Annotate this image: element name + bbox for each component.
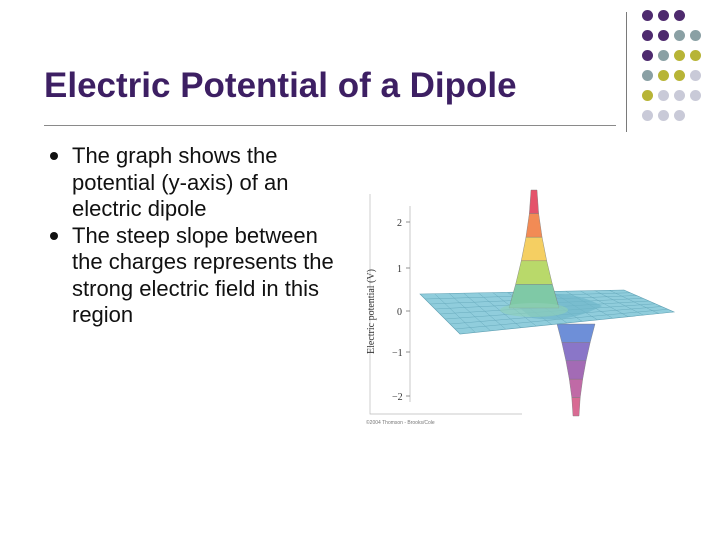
- decor-dot: [658, 50, 669, 61]
- decor-dot: [690, 50, 701, 61]
- bullet-list: [48, 143, 348, 329]
- z-tick-label: 1: [397, 264, 402, 275]
- decorative-dot-grid: [628, 10, 720, 135]
- trough-band: [557, 324, 595, 342]
- decor-dot: [674, 50, 685, 61]
- figure-credit: ©2004 Thomson - Brooks/Cole: [366, 420, 435, 426]
- decor-dot: [642, 110, 653, 121]
- decor-dot: [674, 30, 685, 41]
- decor-dot: [658, 10, 669, 21]
- decor-dot: [674, 110, 685, 121]
- decor-dot: [690, 30, 701, 41]
- peak-band: [521, 237, 546, 261]
- z-axis-label: Electric potential (V): [366, 269, 377, 354]
- bullet-dot-icon: [50, 152, 58, 160]
- decor-dot: [642, 70, 653, 81]
- peak-band: [526, 214, 542, 238]
- dipole-potential-figure: [362, 184, 720, 430]
- decor-dot: [658, 30, 669, 41]
- decor-dot: [658, 70, 669, 81]
- peak-base: [500, 303, 568, 317]
- z-tick-label: −2: [392, 392, 403, 403]
- trough-band: [566, 361, 586, 379]
- dipole-surface-plot: [362, 184, 720, 430]
- decor-dot: [658, 90, 669, 101]
- bullet-item: [48, 143, 348, 223]
- peak-band: [529, 190, 538, 214]
- decor-dot: [642, 30, 653, 41]
- decor-dot: [674, 70, 685, 81]
- trough-band: [569, 379, 582, 397]
- decor-dot: [658, 110, 669, 121]
- decor-dot: [674, 90, 685, 101]
- trough-band: [572, 398, 580, 416]
- decor-dot: [642, 50, 653, 61]
- bullet-item: [48, 223, 348, 329]
- z-tick-label: 2: [397, 218, 402, 229]
- slide-title: Electric Potential of a Dipole: [44, 66, 517, 105]
- z-tick-label: −1: [392, 348, 403, 359]
- decor-dot: [690, 90, 701, 101]
- title-divider: [44, 125, 616, 126]
- potential-trough: [557, 324, 595, 416]
- decor-divider: [626, 12, 627, 132]
- bullet-text: The steep slope between the charges represents the strong electric field in this region: [72, 222, 334, 327]
- z-tick-label: 0: [397, 307, 402, 318]
- bullet-text: The graph shows the potential (y-axis) of an electric dipole: [72, 143, 289, 221]
- bullet-dot-icon: [50, 232, 58, 240]
- decor-dot: [690, 70, 701, 81]
- trough-band: [562, 342, 590, 360]
- decor-dot: [642, 10, 653, 21]
- peak-band: [516, 261, 553, 285]
- decor-dot: [642, 90, 653, 101]
- decor-dot: [674, 10, 685, 21]
